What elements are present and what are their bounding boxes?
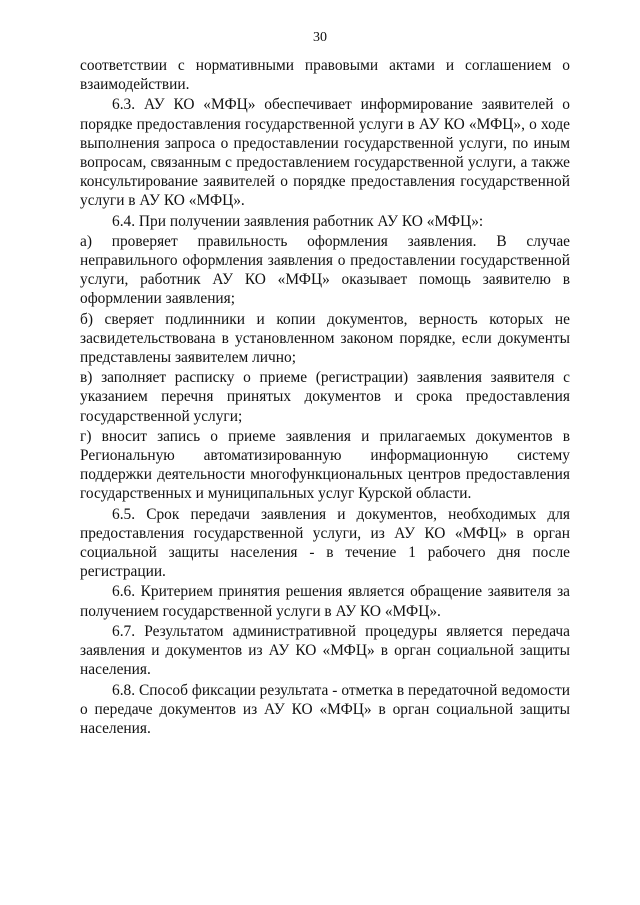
- paragraph-6-8: 6.8. Способ фиксации результата - отметка в передаточной ведомости о передаче документов из АУ КО «МФЦ» в орган социальной защиты населения.: [80, 681, 570, 737]
- paragraph-6-4: 6.4. При получении заявления работник АУ КО «МФЦ»:: [112, 212, 484, 230]
- paragraph-6-3: 6.3. АУ КО «МФЦ» обеспечивает информирование заявителей о порядке предоставления государственной услуги в АУ КО «МФЦ», о ходе выполнения запроса о предоставлении государственной услуги, по иным вопросам, связанным с предоставлением государственной услуги, а также консультирование заявителей о порядке предоставления государственной услуги в АУ КО «МФЦ».: [80, 96, 570, 210]
- paragraph-6-7: 6.7. Результатом административной процедуры является передача заявления и документов из АУ КО «МФЦ» в орган социальной защиты населения.: [80, 622, 570, 679]
- document-body: [80, 56, 570, 738]
- paragraph-6-5: 6.5. Срок передачи заявления и документов, необходимых для предоставления государственной услуги, из АУ КО «МФЦ» в орган социальной защиты населения - в течение 1 рабочего дня после регистрации.: [80, 505, 570, 581]
- page-number: 30: [313, 30, 327, 45]
- paragraph-6-6: 6.6. Критерием принятия решения является обращение заявителя за получением государственной услуги в АУ КО «МФЦ».: [80, 583, 570, 620]
- paragraph-6-4-v: в) заполняет расписку о приеме (регистрации) заявления заявителя с указанием перечня принятых документов и срока предоставления государственной услуги;: [80, 369, 570, 425]
- paragraph-6-4-b: б) сверяет подлинники и копии документов, верность которых не засвидетельствована в установленном законом порядке, если документы представлены заявителем лично;: [80, 310, 570, 367]
- paragraph-6-4-g: г) вносит запись о приеме заявления и прилагаемых документов в Региональную автоматизированную информационную систему поддержки деятельности многофункциональных центров предоставления государственных и муниципальных услуг Курской области.: [80, 427, 570, 503]
- paragraph-continuation: соответствии с нормативными правовыми актами и соглашением о взаимодействии.: [80, 57, 570, 94]
- paragraph-6-4-a: а) проверяет правильность оформления заявления. В случае неправильного оформления заявления о предоставлении государственной услуги, работник АУ КО «МФЦ» оказывает помощь заявителю в оформлении заявления;: [80, 232, 570, 308]
